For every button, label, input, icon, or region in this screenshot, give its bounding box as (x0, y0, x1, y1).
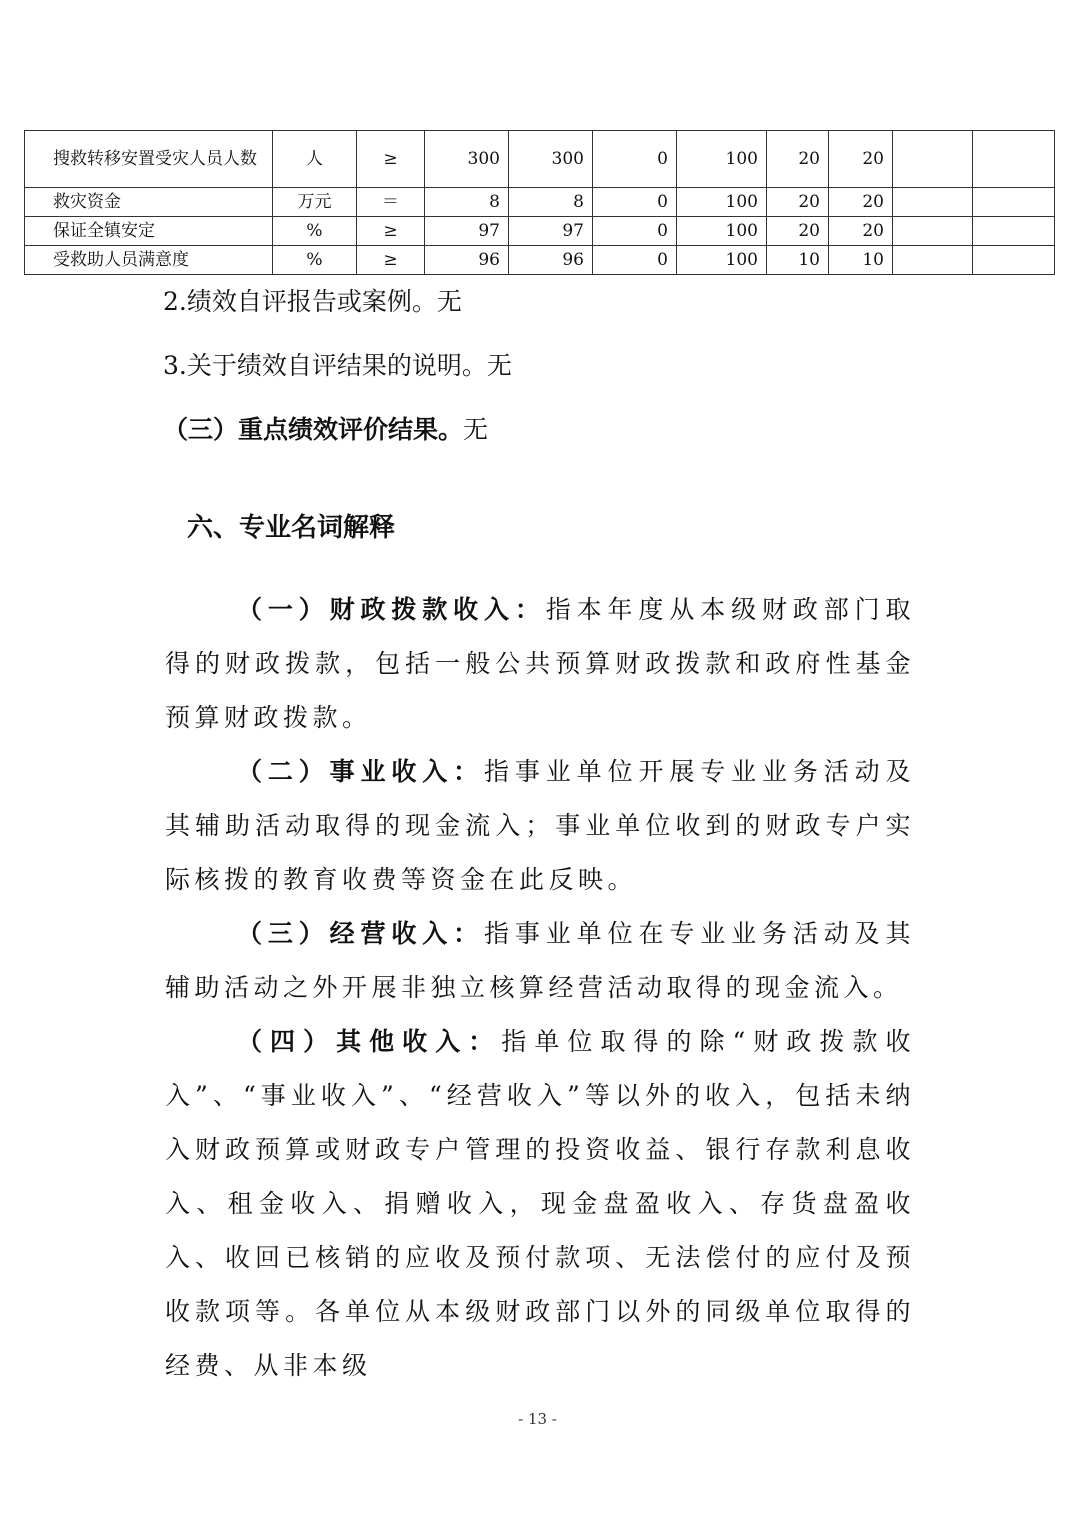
indicator-operator: ≥ (357, 131, 425, 188)
term-definition: 指单位取得的除“财政拨款收入”、“事业收入”、“经营收入”等以外的收入，包括未纳入财政预算或财政专户管理的投资收益、银行存款利息收入、租金收入、捐赠收入，现金盘盈收入、存货盘盈收入、收回已核销的应收及预付款项、无法偿付的应付及预收款项等。各单位从本级财政部门以外的同级单位取得的经费、从非本级 (165, 1027, 915, 1380)
table-cell: 0 (593, 188, 677, 217)
indicator-operator: ＝ (357, 188, 425, 217)
term-paragraph (165, 583, 915, 745)
indicator-unit: % (273, 217, 357, 246)
indicator-operator: ≥ (357, 217, 425, 246)
page-number: - 13 - (518, 1410, 557, 1428)
table-cell: 20 (767, 131, 829, 188)
term-paragraph (165, 1015, 915, 1393)
table-cell: 96 (425, 246, 509, 275)
term-title: （二）事业收入： (237, 757, 485, 786)
table-cell (973, 131, 1055, 188)
table-cell (893, 131, 973, 188)
term-title: （四）其他收入： (237, 1027, 502, 1056)
term-definition: 指事业单位开展专业业务活动及其辅助活动取得的现金流入；事业单位收到的财政专户实际核拨的教育收费等资金在此反映。 (165, 757, 915, 894)
table-cell: 8 (509, 188, 593, 217)
indicator-unit: % (273, 246, 357, 275)
table-row (25, 131, 1055, 188)
table-row (25, 188, 1055, 217)
table-row (25, 217, 1055, 246)
table-cell: 300 (425, 131, 509, 188)
term-title: （三）经营收入： (237, 919, 485, 948)
table-cell (893, 246, 973, 275)
section-heading: 六、专业名词解释 (187, 513, 396, 543)
table-cell (973, 188, 1055, 217)
indicator-name: 救灾资金 (25, 188, 273, 217)
performance-indicator-table (24, 130, 1055, 275)
key-eval-value: 无 (463, 415, 489, 444)
table-cell: 97 (425, 217, 509, 246)
table-cell: 96 (509, 246, 593, 275)
table-cell: 8 (425, 188, 509, 217)
indicator-operator: ≥ (357, 246, 425, 275)
indicator-name: 受救助人员满意度 (25, 246, 273, 275)
table-cell: 10 (767, 246, 829, 275)
indicator-unit: 万元 (273, 188, 357, 217)
term-title: （一）财政拨款收入： (237, 595, 546, 624)
table-cell: 0 (593, 217, 677, 246)
key-eval-line (163, 410, 488, 446)
table-row (25, 246, 1055, 275)
table-cell: 0 (593, 246, 677, 275)
table-cell: 0 (593, 131, 677, 188)
table-cell: 100 (677, 217, 767, 246)
table-cell: 300 (509, 131, 593, 188)
table-cell: 100 (677, 131, 767, 188)
term-definition: 指事业单位在专业业务活动及其辅助活动之外开展非独立核算经营活动取得的现金流入。 (165, 919, 915, 1002)
table-cell: 97 (509, 217, 593, 246)
table-cell (893, 217, 973, 246)
term-definition: 指本年度从本级财政部门取得的财政拨款，包括一般公共预算财政拨款和政府性基金预算财政拨款。 (165, 595, 915, 732)
table-cell: 20 (829, 131, 893, 188)
table-cell: 100 (677, 188, 767, 217)
table-cell: 20 (829, 217, 893, 246)
indicator-name: 搜救转移安置受灾人员人数 (25, 131, 273, 188)
term-paragraph (165, 907, 915, 1015)
indicator-name: 保证全镇安定 (25, 217, 273, 246)
key-eval-title: （三）重点绩效评价结果。 (163, 415, 464, 444)
table-cell: 10 (829, 246, 893, 275)
table-cell: 20 (767, 217, 829, 246)
table-cell (973, 217, 1055, 246)
table-cell: 20 (829, 188, 893, 217)
self-eval-result-line: 3.关于绩效自评结果的说明。无 (163, 351, 512, 380)
term-paragraph (165, 745, 915, 907)
table-cell (973, 246, 1055, 275)
table-cell: 100 (677, 246, 767, 275)
table-cell (893, 188, 973, 217)
indicator-unit: 人 (273, 131, 357, 188)
table-cell: 20 (767, 188, 829, 217)
self-eval-report-line: 2.绩效自评报告或案例。无 (163, 287, 462, 316)
